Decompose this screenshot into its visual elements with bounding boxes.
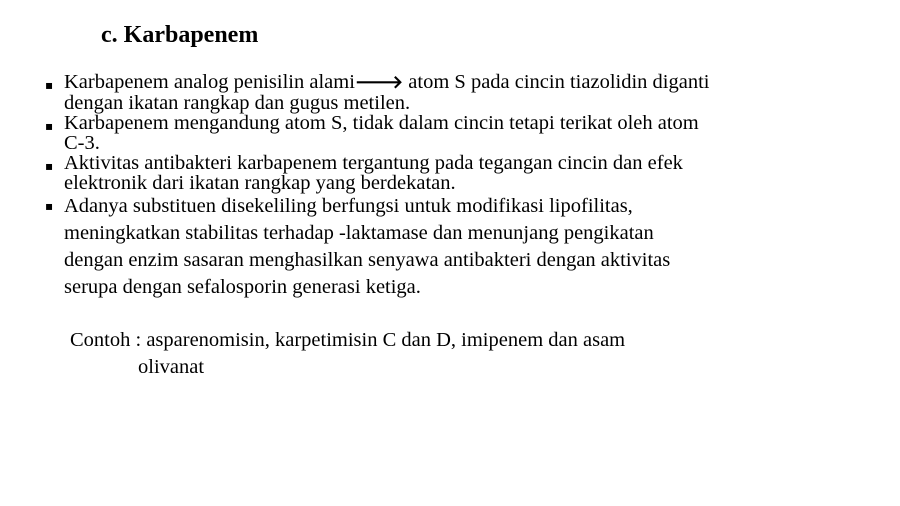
bullet-1-text-b: atom S pada cincin tiazolidin diganti [403,71,710,93]
bullet-item-4 [44,193,764,301]
bullet-2-line-2: C-3. [64,132,100,154]
bullet-list [44,72,764,301]
bullet-1-line-1 [64,72,764,93]
bullet-4-line-2-text-b: -laktamase dan menunjang pengikatan [338,222,654,244]
example-line-1: Contoh : asparenomisin, karpetimisin C dan D, imipenem dan asam [70,329,626,351]
bullet-4-line-1: Adanya substituen disekeliling berfungsi untuk modifikasi lipofilitas, [64,195,633,217]
bullet-3-line-1: Aktivitas antibakteri karbapenem tergantung pada tegangan cincin dan efek [64,152,683,174]
bullet-item-1 [44,72,764,113]
bullet-item-3 [44,153,764,193]
bullet-4-line-3-text-b: menghasilkan senyawa antibakteri dengan aktivitas [249,249,671,271]
bullet-1-text-a: Karbapenem analog penisilin alami [64,71,355,93]
example-block [70,327,625,381]
example-line-2: olivanat [138,356,205,378]
bullet-1-line-2: dengan ikatan rangkap dan gugus metilen. [64,92,411,114]
bullet-4-line-4: serupa dengan sefalosporin generasi ketiga. [64,276,421,298]
bullet-4-line-3 [64,247,764,274]
right-arrow-icon: 🡒 [354,72,404,93]
bullet-marker-icon: ▪ [45,119,54,133]
bullet-marker-icon: ▪ [45,199,54,213]
slide-title: c. Karbapenem [101,22,259,48]
bullet-4-line-2 [64,220,764,247]
bullet-2-line-1: Karbapenem mengandung atom S, tidak dalam cincin tetapi terikat oleh atom [64,112,699,134]
bullet-item-2 [44,113,764,153]
bullet-marker-icon: ▪ [45,78,54,92]
bullet-4-line-2-text-a: meningkatkan stabilitas terhadap [64,222,339,244]
bullet-4-line-3-text-a: dengan enzim sasaran [64,249,249,271]
bullet-3-line-2: elektronik dari ikatan rangkap yang berdekatan. [64,172,456,194]
bullet-marker-icon: ▪ [45,159,54,173]
